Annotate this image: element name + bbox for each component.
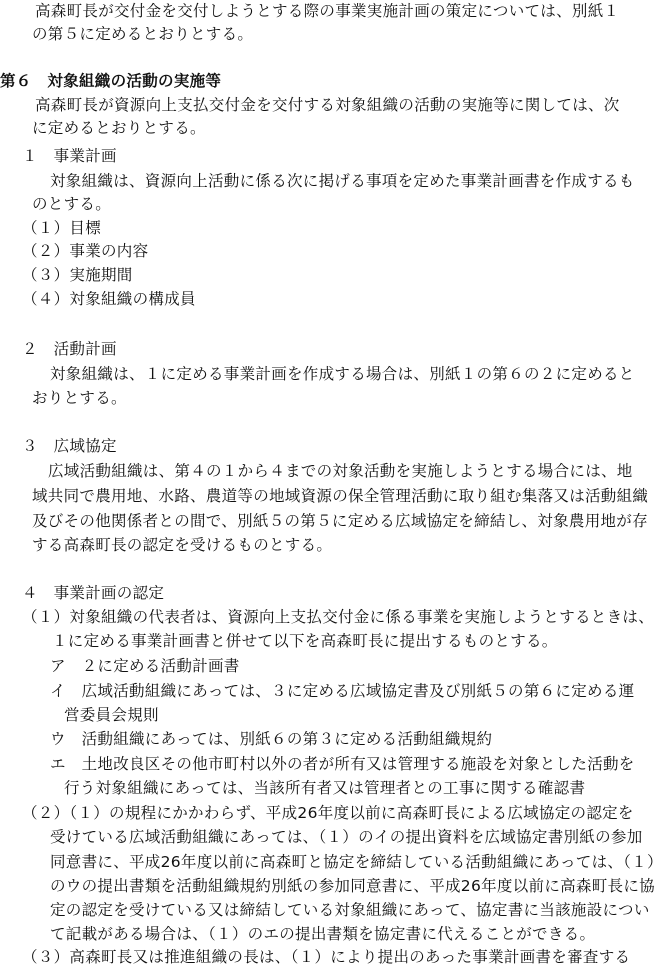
list-item: ア ２に定める活動計画書 [50,657,240,675]
text-line: に定めるとおりとする。 [32,119,206,137]
text-line: 受けている広域活動組織にあっては、（１）のイの提出資料を広域協定書別紙の参加 [50,828,643,846]
list-item: （４）対象組織の構成員 [22,290,196,308]
text-line: 及びその他関係者との間で、別紙５の第５に定める広域協定を締結し、対象農用地が存 [32,512,648,530]
text-line: 定の認定を受けている又は締結している対象組織にあって、協定書に当該施設につい [50,901,650,919]
text-line: 高森町長が資源向上支払交付金を交付する対象組織の活動の実施等に関しては、次 [35,96,620,114]
subsection-heading: ４ 事業計画の認定 [22,584,165,602]
subsection-heading: １ 事業計画 [22,147,117,165]
text-line: 高森町長が交付金を交付しようとする際の事業実施計画の策定については、別紙１ [35,2,620,20]
text-line: する高森町長の認定を受けるものとする。 [32,536,333,554]
text-line: １に定める事業計画書と併せて以下を高森町長に提出するものとする。 [52,632,558,650]
list-item: （３）高森町長又は推進組織の長は、（１）により提出のあった事業計画書を審査する [22,948,631,966]
text-line: 行う対象組織にあっては、当該所有者又は管理者との工事に関する確認書 [64,779,586,797]
list-item: （３）実施期間 [22,266,133,284]
text-line: おりとする。 [32,389,127,407]
list-item: （２）（１）の規程にかかわらず、平成26年度以前に高森町長による広域協定の認定を [22,804,634,822]
text-line: の第５に定めるとおりとする。 [32,25,254,43]
text-line: 対象組織は、１に定める事業計画を作成する場合は、別紙１の第６の２に定めると [50,365,635,383]
text-line: 対象組織は、資源向上活動に係る次に掲げる事項を定めた事業計画書を作成するも [50,172,635,190]
text-line: のウの提出書類を活動組織規約別紙の参加同意書に、平成26年度以前に高森町長に協 [50,877,655,895]
text-line: 広域活動組織は、第４の１から４までの対象活動を実施しようとする場合には、地 [48,462,633,480]
list-item: （１）対象組織の代表者は、資源向上支払交付金に係る事業を実施しようとするときは、 [22,608,655,626]
list-item: （２）事業の内容 [22,242,149,260]
text-line: て記載がある場合は、（１）のエの提出書類を協定書に代えることができる。 [50,925,596,943]
text-line: のとする。 [32,195,112,213]
list-item: ウ 活動組織にあっては、別紙６の第３に定める活動組織規約 [50,730,493,748]
text-line: 営委員会規則 [64,706,159,724]
list-item: （１）目標 [22,219,102,237]
text-line: 域共同で農用地、水路、農道等の地域資源の保全管理活動に取り組む集落又は活動組織 [32,487,649,505]
list-item: エ 土地改良区その他市町村以外の者が所有又は管理する施設を対象とした活動を [50,755,635,773]
subsection-heading: ２ 活動計画 [22,340,117,358]
text-line: 同意書に、平成26年度以前に高森町と協定を締結している活動組織にあっては、（１） [50,853,663,871]
section-heading: 第６ 対象組織の活動の実施等 [0,72,222,90]
list-item: イ 広域活動組織にあっては、３に定める広域協定書及び別紙５の第６に定める運 [50,682,635,700]
subsection-heading: ３ 広域協定 [22,437,117,455]
